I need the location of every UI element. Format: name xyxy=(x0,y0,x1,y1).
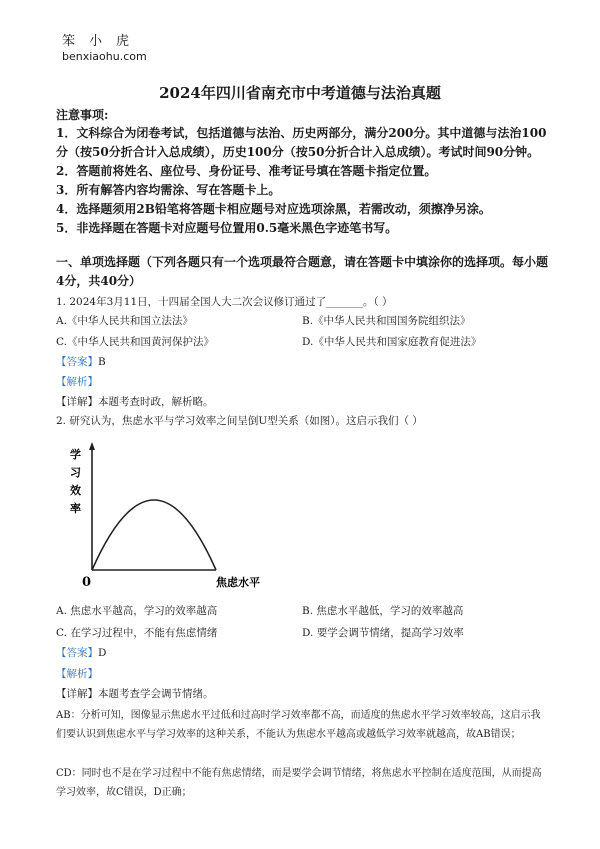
logo-chinese: 笨小虎 xyxy=(62,34,144,49)
logo-domain: benxiaohu.com xyxy=(62,50,147,64)
q1-option-c: C.《中华人民共和国黄河保护法》 xyxy=(56,336,214,348)
origin-label: 0 xyxy=(82,575,92,590)
q2-answer-tag: 【答案】 xyxy=(56,647,98,659)
q2-answer-value: D xyxy=(98,647,107,659)
y-label-char-1: 学 xyxy=(70,448,81,461)
note-item-4: 4．选择题须用2B铅笔将答题卡相应题号对应选项涂黑，若需改动，须擦净另涂。 xyxy=(56,202,491,216)
y-label-char-4: 率 xyxy=(70,502,81,515)
q1-option-d: D.《中华人民共和国家庭教育促进法》 xyxy=(302,336,482,348)
note-item-1: 1．文科综合为闭卷考试，包括道德与法治、历史两部分，满分200分。其中道德与法治100分（按50分折合计入总成绩），历史100分（按50分折合计入总成绩）。考试时间90分钟。 xyxy=(56,126,547,159)
section-heading: 一、单项选择题（下列各题只有一个选项最符合题意，请在答题卡中填涂你的选择项。每小题4分，共40分） xyxy=(56,255,549,288)
q2-figure xyxy=(60,440,300,590)
note-item-2: 2．答题前将姓名、座位号、身份证号、准考证号填在答题卡指定位置。 xyxy=(56,164,437,178)
q2-option-b: B. 焦虑水平越低，学习的效率越高 xyxy=(302,605,464,617)
q2-detail xyxy=(56,686,214,701)
q1-stem: 1. 2024年3月11日，十四届全国人大二次会议修订通过了_______。（ ） xyxy=(56,296,393,308)
q2-explanation-cd: CD：同时也不是在学习过程中不能有焦虑情绪，而是要学会调节情绪，将焦虑水平控制在适度范围，从而提高学习效率，故C错误，D正确； xyxy=(56,768,542,798)
q2-option-a: A. 焦虑水平越高，学习的效率越高 xyxy=(56,605,218,617)
q2-analysis-tag: 【解析】 xyxy=(56,668,98,680)
q2-options-row-1 xyxy=(56,603,556,619)
page-title: 2024年四川省南充市中考道德与法治真题 xyxy=(159,84,441,102)
q2-options-row-2 xyxy=(56,625,556,641)
q1-analysis xyxy=(56,374,98,389)
q1-option-b: B.《中华人民共和国国务院组织法》 xyxy=(302,315,471,327)
q1-options-row-1 xyxy=(56,313,556,329)
y-label-char-2: 习 xyxy=(70,466,81,479)
inverted-u-curve xyxy=(92,500,216,570)
q2-detail-text: 本题考查学会调节情绪。 xyxy=(98,688,214,700)
q1-options-row-2 xyxy=(56,334,556,350)
q2-analysis xyxy=(56,666,98,681)
y-label-char-3: 效 xyxy=(70,484,81,497)
y-axis-arrow xyxy=(89,442,95,450)
q1-option-a: A.《中华人民共和国立法法》 xyxy=(56,315,193,327)
q2-answer xyxy=(56,645,106,660)
site-logo xyxy=(62,34,147,64)
notes-heading: 注意事项: xyxy=(56,108,109,122)
q1-answer xyxy=(56,354,106,369)
x-axis-label: 焦虑水平 xyxy=(216,576,260,589)
q1-answer-value: B xyxy=(98,356,106,368)
q1-analysis-tag: 【解析】 xyxy=(56,376,98,388)
q1-answer-tag: 【答案】 xyxy=(56,356,98,368)
q2-detail-tag: 【详解】 xyxy=(56,688,98,700)
notes-list xyxy=(56,124,556,238)
q2-explanation-ab: AB：分析可知，图像显示焦虑水平过低和过高时学习效率都不高，而适度的焦虑水平学习效率较高，这启示我们要认识到焦虑水平与学习效率的这种关系，不能认为焦虑水平越高或越低学习效率就越高，故AB错误； xyxy=(56,710,541,740)
q2-stem: 2. 研究认为，焦虑水平与学习效率之间呈倒U型关系（如图）。这启示我们（ ） xyxy=(56,415,423,427)
q2-option-c: C. 在学习过程中，不能有焦虑情绪 xyxy=(56,627,218,639)
q1-detail-tag: 【详解】 xyxy=(56,396,98,408)
note-item-3: 3．所有解答内容均需涂、写在答题卡上。 xyxy=(56,183,281,197)
q1-detail-text: 本题考查时政，解析略。 xyxy=(98,396,214,408)
note-item-5: 5．非选择题在答题卡对应题号位置用0.5毫米黑色字迹笔书写。 xyxy=(56,221,398,235)
q1-detail xyxy=(56,394,214,409)
q2-option-d: D. 要学会调节情绪，提高学习效率 xyxy=(302,627,464,639)
